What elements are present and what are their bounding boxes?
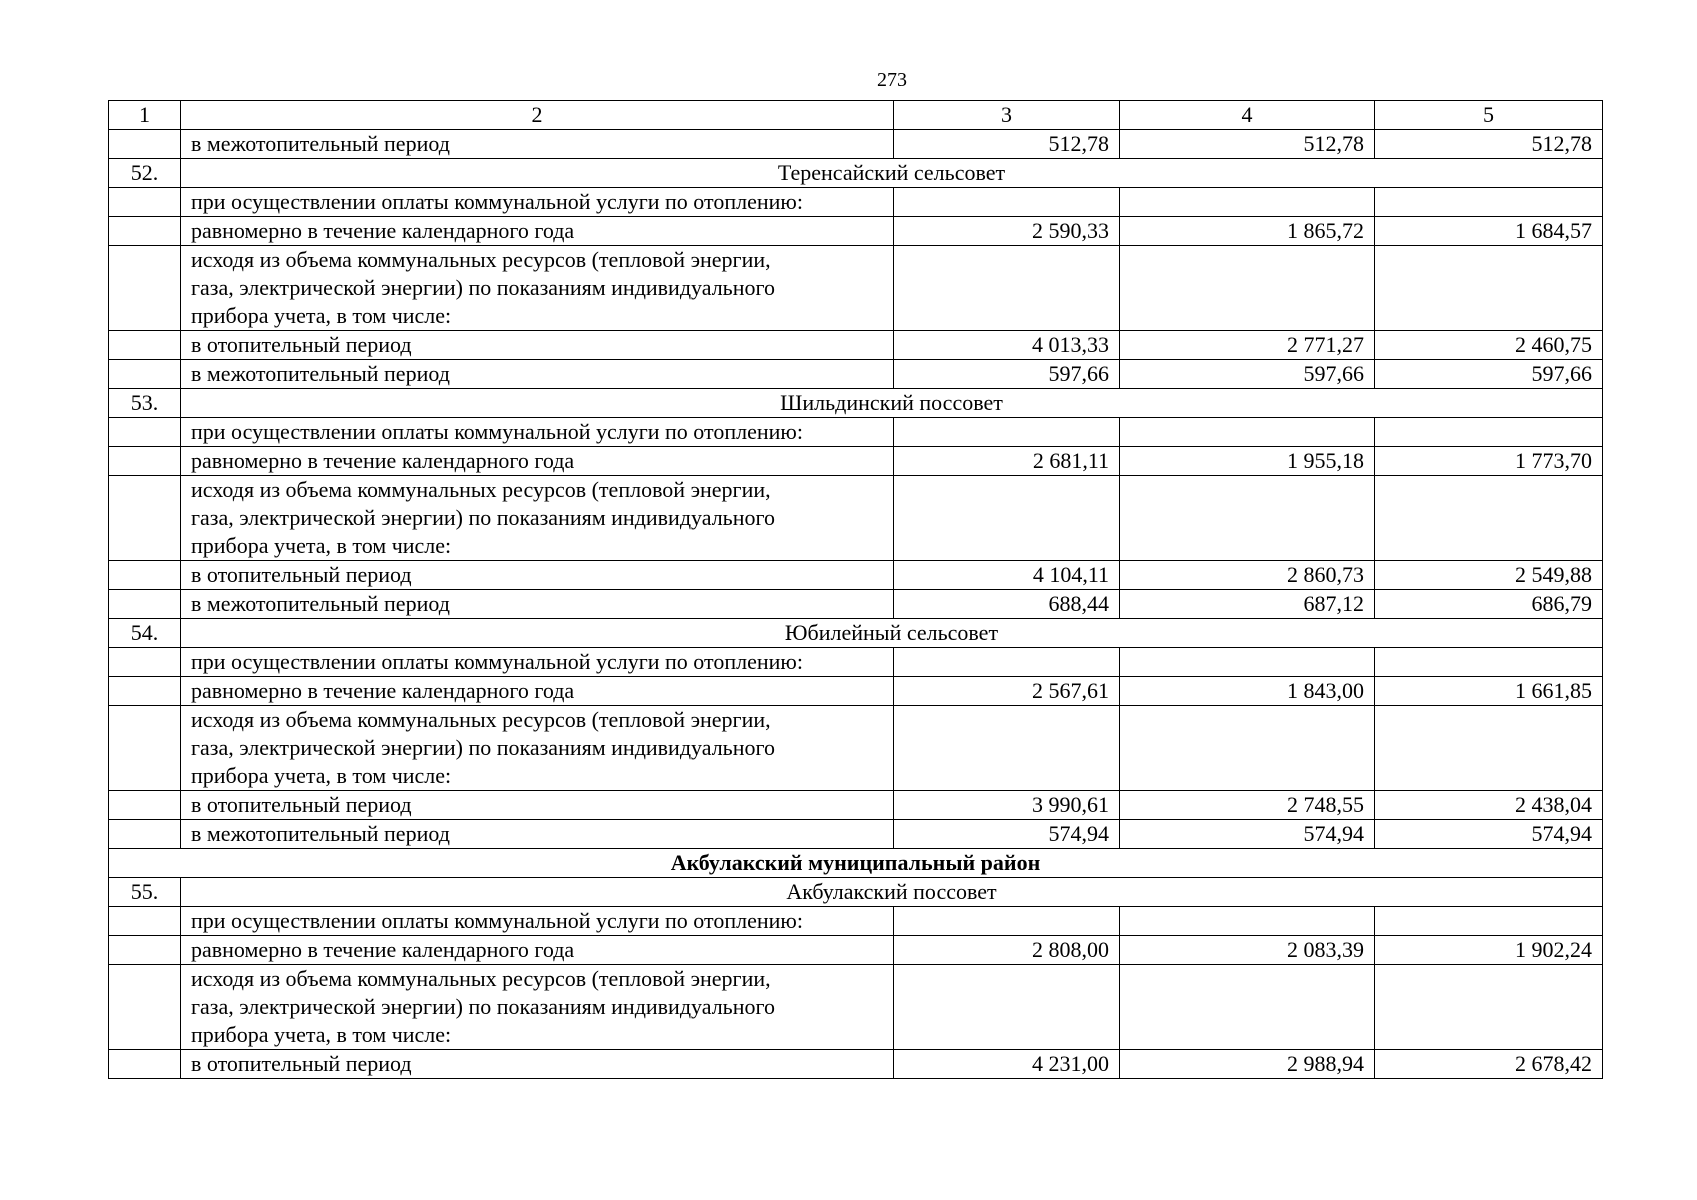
row-description bbox=[181, 246, 894, 331]
table-row bbox=[109, 331, 1603, 360]
row-number bbox=[109, 447, 181, 476]
value-col4: 1 843,00 bbox=[1120, 677, 1375, 706]
row-number bbox=[109, 476, 181, 561]
row-number bbox=[109, 246, 181, 331]
description-line: прибора учета, в том числе: bbox=[191, 763, 452, 788]
description-line: газа, электрической энергии) по показаниям индивидуального bbox=[191, 735, 775, 760]
value-col5: 2 549,88 bbox=[1375, 561, 1603, 590]
description-line: газа, электрической энергии) по показаниям индивидуального bbox=[191, 505, 775, 530]
value-col4 bbox=[1120, 907, 1375, 936]
header-row bbox=[109, 101, 1603, 130]
row-number bbox=[109, 965, 181, 1050]
value-col5: 1 661,85 bbox=[1375, 677, 1603, 706]
value-col3: 574,94 bbox=[894, 820, 1120, 849]
row-description: в межотопительный период bbox=[181, 820, 894, 849]
description-line: газа, электрической энергии) по показаниям индивидуального bbox=[191, 275, 775, 300]
row-description: в отопительный период bbox=[181, 561, 894, 590]
value-col5: 1 773,70 bbox=[1375, 447, 1603, 476]
table-row bbox=[109, 706, 1603, 791]
value-col4 bbox=[1120, 476, 1375, 561]
value-col3 bbox=[894, 246, 1120, 331]
value-col3 bbox=[894, 648, 1120, 677]
value-col5 bbox=[1375, 476, 1603, 561]
value-col4: 1 865,72 bbox=[1120, 217, 1375, 246]
row-number: 53. bbox=[109, 389, 181, 418]
table-row bbox=[109, 360, 1603, 389]
table-row bbox=[109, 648, 1603, 677]
value-col5: 686,79 bbox=[1375, 590, 1603, 619]
row-number bbox=[109, 360, 181, 389]
value-col5 bbox=[1375, 648, 1603, 677]
value-col3: 512,78 bbox=[894, 130, 1120, 159]
row-description: в межотопительный период bbox=[181, 130, 894, 159]
section-row bbox=[109, 878, 1603, 907]
row-number: 54. bbox=[109, 619, 181, 648]
value-col5: 1 684,57 bbox=[1375, 217, 1603, 246]
table-row bbox=[109, 476, 1603, 561]
row-description bbox=[181, 965, 894, 1050]
row-description: равномерно в течение календарного года bbox=[181, 217, 894, 246]
value-col3: 2 567,61 bbox=[894, 677, 1120, 706]
row-description: в отопительный период bbox=[181, 331, 894, 360]
value-col3 bbox=[894, 188, 1120, 217]
value-col3: 688,44 bbox=[894, 590, 1120, 619]
row-description bbox=[181, 706, 894, 791]
table-row bbox=[109, 590, 1603, 619]
value-col4: 2 860,73 bbox=[1120, 561, 1375, 590]
value-col3: 2 681,11 bbox=[894, 447, 1120, 476]
value-col4 bbox=[1120, 188, 1375, 217]
section-title: Теренсайский сельсовет bbox=[181, 159, 1603, 188]
row-number bbox=[109, 1050, 181, 1079]
row-number bbox=[109, 648, 181, 677]
description-line: прибора учета, в том числе: bbox=[191, 533, 452, 558]
row-description: в межотопительный период bbox=[181, 590, 894, 619]
column-header: 3 bbox=[894, 101, 1120, 130]
row-description: равномерно в течение календарного года bbox=[181, 936, 894, 965]
tariff-table bbox=[108, 100, 1603, 1079]
row-description: в межотопительный период bbox=[181, 360, 894, 389]
table-row bbox=[109, 561, 1603, 590]
table-body bbox=[109, 101, 1603, 1079]
row-number bbox=[109, 907, 181, 936]
row-description: при осуществлении оплаты коммунальной услуги по отоплению: bbox=[181, 188, 894, 217]
value-col5 bbox=[1375, 246, 1603, 331]
value-col5 bbox=[1375, 965, 1603, 1050]
section-row bbox=[109, 389, 1603, 418]
row-number: 55. bbox=[109, 878, 181, 907]
value-col5: 512,78 bbox=[1375, 130, 1603, 159]
value-col5: 2 678,42 bbox=[1375, 1050, 1603, 1079]
value-col3 bbox=[894, 418, 1120, 447]
row-number bbox=[109, 418, 181, 447]
value-col4: 597,66 bbox=[1120, 360, 1375, 389]
table-row bbox=[109, 188, 1603, 217]
value-col3: 3 990,61 bbox=[894, 791, 1120, 820]
value-col4 bbox=[1120, 246, 1375, 331]
value-col3 bbox=[894, 907, 1120, 936]
row-number bbox=[109, 706, 181, 791]
table-row bbox=[109, 246, 1603, 331]
value-col5: 574,94 bbox=[1375, 820, 1603, 849]
value-col4: 2 988,94 bbox=[1120, 1050, 1375, 1079]
row-number bbox=[109, 130, 181, 159]
row-number bbox=[109, 590, 181, 619]
value-col3: 597,66 bbox=[894, 360, 1120, 389]
row-number bbox=[109, 331, 181, 360]
value-col4: 2 771,27 bbox=[1120, 331, 1375, 360]
row-description: равномерно в течение календарного года bbox=[181, 677, 894, 706]
value-col4 bbox=[1120, 706, 1375, 791]
row-number bbox=[109, 188, 181, 217]
description-line: исходя из объема коммунальных ресурсов (тепловой энергии, bbox=[191, 477, 771, 502]
value-col3: 4 104,11 bbox=[894, 561, 1120, 590]
column-header: 5 bbox=[1375, 101, 1603, 130]
row-description bbox=[181, 476, 894, 561]
description-line: исходя из объема коммунальных ресурсов (тепловой энергии, bbox=[191, 707, 771, 732]
value-col3 bbox=[894, 965, 1120, 1050]
section-title: Юбилейный сельсовет bbox=[181, 619, 1603, 648]
row-number bbox=[109, 677, 181, 706]
section-row bbox=[109, 159, 1603, 188]
value-col5: 597,66 bbox=[1375, 360, 1603, 389]
description-line: прибора учета, в том числе: bbox=[191, 303, 452, 328]
value-col4 bbox=[1120, 965, 1375, 1050]
value-col3 bbox=[894, 706, 1120, 791]
row-description: в отопительный период bbox=[181, 791, 894, 820]
row-description: равномерно в течение календарного года bbox=[181, 447, 894, 476]
value-col5: 2 438,04 bbox=[1375, 791, 1603, 820]
value-col4: 2 083,39 bbox=[1120, 936, 1375, 965]
row-description: при осуществлении оплаты коммунальной услуги по отоплению: bbox=[181, 907, 894, 936]
column-header: 2 bbox=[181, 101, 894, 130]
value-col4: 687,12 bbox=[1120, 590, 1375, 619]
district-title: Акбулакский муниципальный район bbox=[109, 849, 1603, 878]
table-row bbox=[109, 907, 1603, 936]
value-col5: 1 902,24 bbox=[1375, 936, 1603, 965]
page-number: 273 bbox=[877, 69, 907, 91]
value-col3: 4 231,00 bbox=[894, 1050, 1120, 1079]
row-number: 52. bbox=[109, 159, 181, 188]
table-row bbox=[109, 677, 1603, 706]
value-col3: 2 808,00 bbox=[894, 936, 1120, 965]
table-row bbox=[109, 965, 1603, 1050]
value-col4 bbox=[1120, 648, 1375, 677]
table-row bbox=[109, 130, 1603, 159]
description-line: исходя из объема коммунальных ресурсов (тепловой энергии, bbox=[191, 966, 771, 991]
section-title: Шильдинский поссовет bbox=[181, 389, 1603, 418]
row-description: при осуществлении оплаты коммунальной услуги по отоплению: bbox=[181, 418, 894, 447]
value-col4: 1 955,18 bbox=[1120, 447, 1375, 476]
value-col5: 2 460,75 bbox=[1375, 331, 1603, 360]
description-line: исходя из объема коммунальных ресурсов (тепловой энергии, bbox=[191, 247, 771, 272]
district-row bbox=[109, 849, 1603, 878]
row-number bbox=[109, 936, 181, 965]
value-col5 bbox=[1375, 706, 1603, 791]
section-title: Акбулакский поссовет bbox=[181, 878, 1603, 907]
value-col5 bbox=[1375, 907, 1603, 936]
row-description: при осуществлении оплаты коммунальной услуги по отоплению: bbox=[181, 648, 894, 677]
table-row bbox=[109, 418, 1603, 447]
value-col3 bbox=[894, 476, 1120, 561]
row-number bbox=[109, 561, 181, 590]
value-col4 bbox=[1120, 418, 1375, 447]
row-number bbox=[109, 820, 181, 849]
table-row bbox=[109, 447, 1603, 476]
column-header: 4 bbox=[1120, 101, 1375, 130]
row-description: в отопительный период bbox=[181, 1050, 894, 1079]
value-col3: 2 590,33 bbox=[894, 217, 1120, 246]
table-row bbox=[109, 1050, 1603, 1079]
section-row bbox=[109, 619, 1603, 648]
table-row bbox=[109, 791, 1603, 820]
row-number bbox=[109, 791, 181, 820]
description-line: прибора учета, в том числе: bbox=[191, 1022, 452, 1047]
value-col4: 574,94 bbox=[1120, 820, 1375, 849]
row-number bbox=[109, 217, 181, 246]
description-line: газа, электрической энергии) по показаниям индивидуального bbox=[191, 994, 775, 1019]
value-col3: 4 013,33 bbox=[894, 331, 1120, 360]
table-row bbox=[109, 217, 1603, 246]
table-row bbox=[109, 936, 1603, 965]
value-col4: 512,78 bbox=[1120, 130, 1375, 159]
column-header: 1 bbox=[109, 101, 181, 130]
value-col5 bbox=[1375, 418, 1603, 447]
value-col4: 2 748,55 bbox=[1120, 791, 1375, 820]
table-row bbox=[109, 820, 1603, 849]
value-col5 bbox=[1375, 188, 1603, 217]
